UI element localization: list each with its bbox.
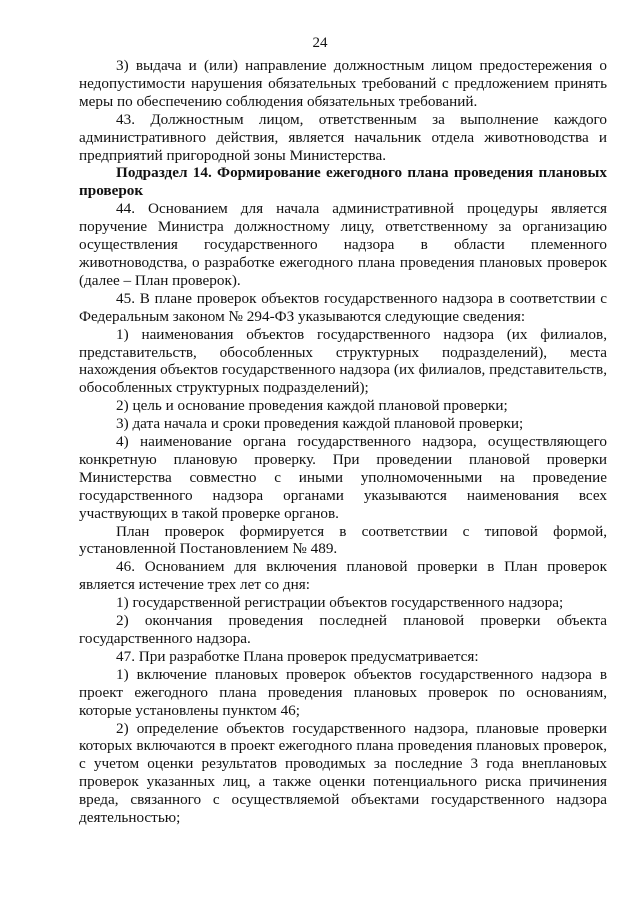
paragraph-47: 47. При разработке Плана проверок предусматривается:: [116, 647, 479, 665]
list-item-45-2: 2) цель и основание проведения каждой плановой проверки;: [116, 397, 508, 415]
paragraph-45: 45. В плане проверок объектов государственного надзора в соответствии с Федеральным законом № 294-ФЗ указываются следующие сведения:: [79, 289, 607, 325]
paragraph-43: 43. Должностным лицом, ответственным за выполнение каждого административного действия, является начальник отдела животноводства и предприятий пригородной зоны Министерства.: [79, 110, 607, 164]
paragraph-item-3-warning: 3) выдача и (или) направление должностным лицом предостережения о недопустимости нарушения обязательных требований с предложением принять меры по обеспечению соблюдения обязательных требований.: [79, 57, 607, 110]
list-item-45-3: 3) дата начала и сроки проведения каждой плановой проверки;: [116, 415, 524, 433]
section-heading: Подраздел 14. Формирование ежегодного плана проведения плановых проверок: [79, 164, 607, 200]
list-item-47-2: 2) определение объектов государственного надзора, плановые проверки которых включаются в проект ежегодного плана проведения плановых проверок, с учетом оценки результатов проводимых за последние 3 года внеплановых проверок указанных лиц, а также оценки потенциального риска причинения вреда, связанного с осуществляемой объектами государственного надзора деятельностью;: [79, 719, 607, 827]
list-item-47-1: 1) включение плановых проверок объектов государственного надзора в проект ежегодного плана проведения плановых проверок по основаниям, которые установлены пунктом 46;: [79, 665, 607, 719]
paragraph-46: 46. Основанием для включения плановой проверки в План проверок является истечение трех лет со дня:: [79, 558, 607, 594]
list-item-46-1: 1) государственной регистрации объектов государственного надзора;: [116, 594, 564, 612]
page-number: 24: [312, 35, 328, 51]
paragraph-plan-form: План проверок формируется в соответствии с типовой формой, установленной Постановлением № 489.: [79, 522, 607, 558]
paragraph-44: 44. Основанием для начала административной процедуры является поручение Министра должностному лицу, ответственному за организацию осуществления государственного надзора в области племенного животноводства, о разработке ежегодного плана проведения плановых проверок (далее – План проверок).: [79, 200, 607, 289]
list-item-45-1: 1) наименования объектов государственного надзора (их филиалов, представительств, обособленных структурных подразделений), места нахождения объектов государственного надзора (их филиалов, представительств, обособленных структурных подразделений);: [79, 325, 607, 397]
list-item-46-2: 2) окончания проведения последней плановой проверки объекта государственного надзора.: [79, 612, 607, 647]
document-body: [79, 57, 607, 827]
list-item-45-4: 4) наименование органа государственного надзора, осуществляющего конкретную плановую проверку. При проведении плановой проверки Министерства совместно с иными уполномоченными на проведение государственного надзора органами указываются наименования всех участвующих в такой проверке органов.: [79, 433, 607, 522]
